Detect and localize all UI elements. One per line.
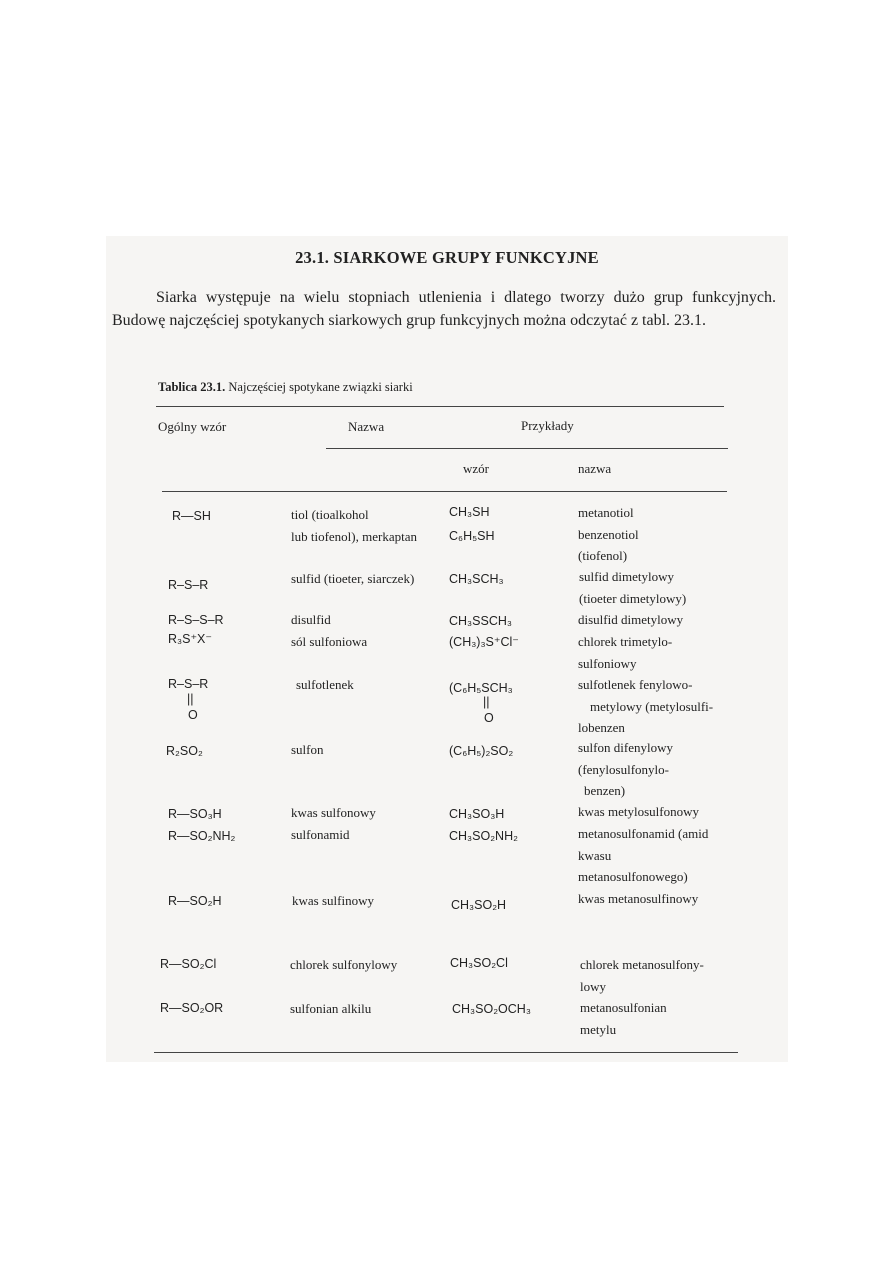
row-sulfonic-acid-name: kwas sulfonowy [291, 805, 376, 820]
header-formula: wzór [463, 461, 489, 476]
row-sulfone-formula: (C₆H₅)₂SO₂ [449, 744, 514, 758]
row-sulfonyl-chloride-formula: CH₃SO₂Cl [450, 956, 508, 970]
header-bottom-rule [162, 491, 727, 492]
row-sulfonate-general: R—SO₂OR [160, 1001, 224, 1015]
row-thiol-name: tiol (tioalkohol lub tiofenol), merkaptan [291, 507, 417, 544]
row-sulfoxide-general: R–S–R [168, 677, 209, 691]
section-title: 23.1. SIARKOWE GRUPY FUNKCYJNE [295, 248, 599, 267]
header-examples: Przykłady [521, 418, 574, 433]
row-sulfone-name: sulfon [291, 742, 324, 757]
header-example-name: nazwa [578, 461, 612, 476]
header-mid-rule [326, 448, 728, 449]
row-sulfinic-acid-formula: CH₃SO₂H [451, 898, 507, 912]
scanned-page [106, 236, 788, 1062]
row-sulfoxide-example-oxygen: O [484, 711, 494, 725]
row-sulfonate-name: sulfonian alkilu [290, 1001, 372, 1016]
row-thiol-general: R—SH [172, 509, 211, 523]
table-top-rule [156, 406, 724, 407]
row-sulfonate-example-name: metanosulfonian metylu [580, 1000, 667, 1037]
row-thiol-example-name: metanotiol benzenotiol (tiofenol) [578, 505, 639, 563]
sulfoxide-double-bond: || [187, 692, 194, 706]
header-name: Nazwa [348, 419, 385, 434]
row-sulfonamide-general: R—SO₂NH₂ [168, 829, 236, 843]
row-disulfide-name: disulfid [291, 612, 331, 627]
row-sulfonamide-formula: CH₃SO₂NH₂ [449, 829, 518, 843]
sulfoxide-example-double-bond: || [483, 695, 490, 709]
row-sulfone-example-name: sulfon difenylowy (fenylosulfonylo- benzen) [578, 740, 673, 798]
table-caption [158, 380, 413, 395]
row-sulfonium-general: R₃S⁺X⁻ [168, 632, 212, 646]
row-sulfone-general: R₂SO₂ [166, 744, 203, 758]
row-sulfinic-acid-general: R—SO₂H [168, 894, 222, 908]
row-disulfide-general: R–S–S–R [168, 613, 224, 627]
row-disulfide-example-name: disulfid dimetylowy [578, 612, 684, 627]
header-general-formula: Ogólny wzór [158, 419, 227, 434]
row-sulfonium-name: sól sulfoniowa [291, 634, 368, 649]
table-caption-text: Najczęściej spotykane związki siarki [225, 380, 413, 394]
row-sulfonyl-chloride-example-name: chlorek metanosulfony- lowy [580, 957, 704, 994]
row-sulfonic-acid-example-name: kwas metylosulfonowy [578, 804, 699, 819]
row-sulfoxide-name: sulfotlenek [296, 677, 354, 692]
row-sulfide-formula: CH₃SCH₃ [449, 572, 504, 586]
row-sulfide-general: R–S–R [168, 578, 209, 592]
row-thiol-formula: CH₃SH C₆H₅SH [449, 505, 495, 543]
row-sulfide-name: sulfid (tioeter, siarczek) [291, 571, 415, 586]
row-sulfonate-formula: CH₃SO₂OCH₃ [452, 1002, 531, 1016]
row-sulfoxide-formula: (C₆H₅SCH₃ [449, 681, 513, 695]
row-sulfoxide-example-name: sulfotlenek fenylowo- metylowy (metylosulfi- lobenzen [578, 677, 714, 735]
row-sulfide-example-name: sulfid dimetylowy (tioeter dimetylowy) [579, 569, 687, 606]
row-sulfinic-acid-name: kwas sulfinowy [292, 893, 374, 908]
row-sulfonium-example-name: chlorek trimetylo- sulfoniowy [578, 634, 673, 671]
row-sulfonic-acid-formula: CH₃SO₃H [449, 807, 505, 821]
table-bottom-rule [154, 1052, 738, 1053]
row-sulfonium-formula: (CH₃)₃S⁺Cl⁻ [449, 635, 519, 649]
row-sulfinic-acid-example-name: kwas metanosulfinowy [578, 891, 699, 906]
row-disulfide-formula: CH₃SSCH₃ [449, 614, 512, 628]
row-sulfonamide-example-name: metanosulfonamid (amid kwasu metanosulfonowego) [578, 826, 709, 884]
row-sulfonyl-chloride-name: chlorek sulfonylowy [290, 957, 398, 972]
row-sulfonamide-name: sulfonamid [291, 827, 350, 842]
row-sulfonyl-chloride-general: R—SO₂Cl [160, 957, 217, 971]
row-sulfonic-acid-general: R—SO₃H [168, 807, 222, 821]
intro-paragraph [112, 286, 776, 332]
row-sulfoxide-oxygen: O [188, 708, 198, 722]
intro-text: Siarka występuje na wielu stopniach utlenienia i dlatego tworzy dużo grup funkcyjnych. Budowę najczęściej spotykanych siarkowych grup funkcyjnych można odczytać z tabl. 23.1. [112, 289, 776, 329]
table-caption-label: Tablica 23.1. [158, 380, 226, 394]
